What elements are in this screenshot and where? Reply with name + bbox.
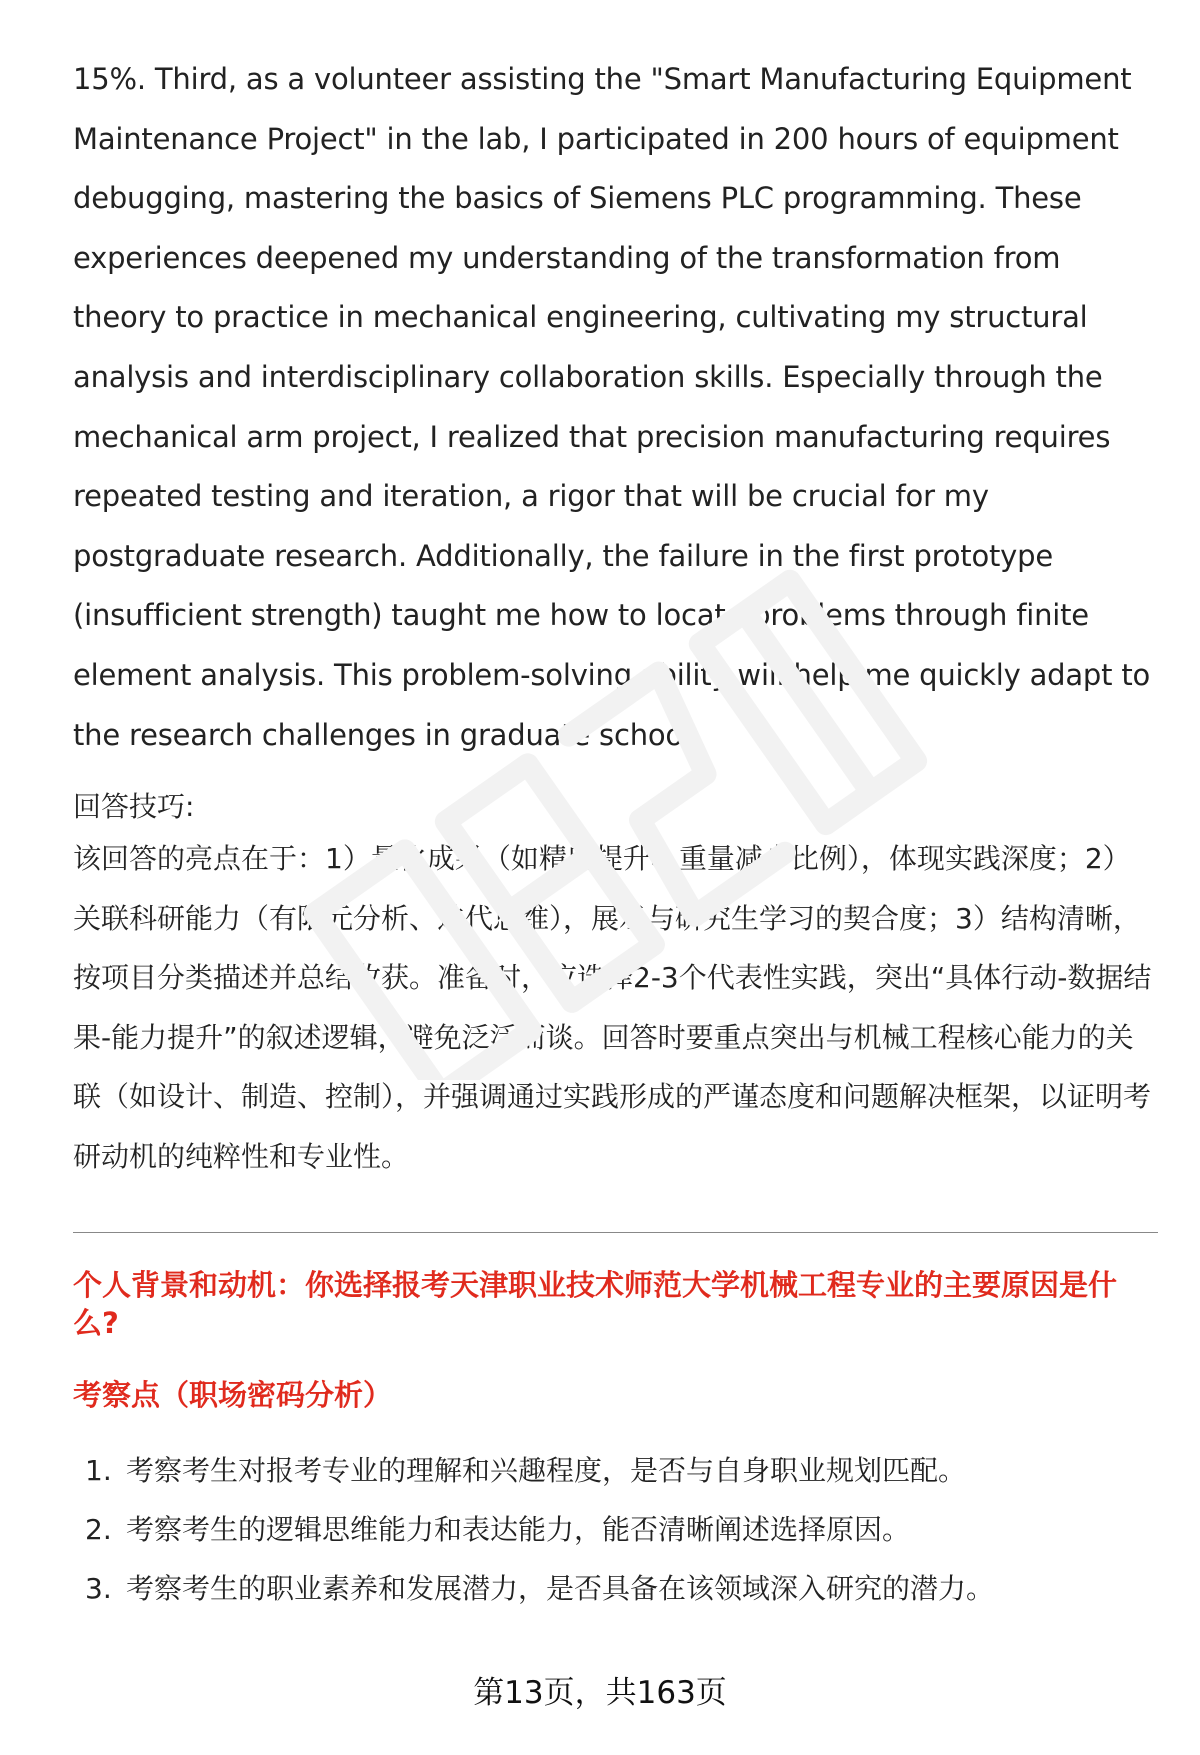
list-item-number: 3. [85, 1572, 112, 1606]
list-item-number: 2. [85, 1513, 112, 1547]
list-item-text: 考察考生的职业素养和发展潜力，是否具备在该领域深入研究的潜力。 [126, 1572, 995, 1606]
answer-paragraph: 15%. Third, as a volunteer assisting the "Smart Manufacturing Equipment Maintenance Project" in the lab, I participated in 200 hours of equipment debugging, mastering the basics of Siemens PLC programming. These experiences deepened my understanding of the transformation from theory to practice in mechanical engineering, cultivating my structural analysis and interdisciplinary collaboration skills. Especially through the mechanical arm project, I realized that precision manufacturing requires repeated testing and iteration, a rigor that will be crucial for my postgraduate research. Additionally, the failure in the first prototype (insufficient strength) taught me how to locate problems through finite element analysis. This problem-solving ability will help me quickly adapt to the research challenges in graduate school. [73, 62, 1151, 752]
list-item [73, 1559, 1158, 1618]
page-footer: 第13页，共163页 [473, 1675, 727, 1711]
list-item-text: 考察考生的逻辑思维能力和表达能力，能否清晰阐述选择原因。 [126, 1513, 911, 1547]
list-item-text: 考察考生对报考专业的理解和兴趣程度，是否与自身职业规划匹配。 [126, 1454, 967, 1488]
section-divider [73, 1232, 1158, 1233]
tips-label: 回答技巧: [73, 790, 195, 824]
question-heading: 个人背景和动机：你选择报考天津职业技术师范大学机械工程专业的主要原因是什么? [73, 1268, 1118, 1341]
analysis-title: 考察点（职场密码分析） [73, 1378, 393, 1413]
analysis-points-list [73, 1441, 1158, 1618]
list-item [73, 1500, 1158, 1559]
list-item [73, 1441, 1158, 1500]
list-item-number: 1. [85, 1454, 112, 1488]
document-page [73, 50, 1158, 1618]
tips-body: 该回答的亮点在于：1）量化成果（如精度提升、重量减少比例），体现实践深度；2）关联科研能力（有限元分析、迭代思维），展示与研究生学习的契合度；3）结构清晰，按项目分类描述并总结收获。准备时，应选择2-3个代表性实践，突出“具体行动-数据结果-能力提升”的叙述逻辑，避免泛泛而谈。回答时要重点突出与机械工程核心能力的关联（如设计、制造、控制），并强调通过实践形成的严谨态度和问题解决框架，以证明考研动机的纯粹性和专业性。 [73, 842, 1152, 1173]
